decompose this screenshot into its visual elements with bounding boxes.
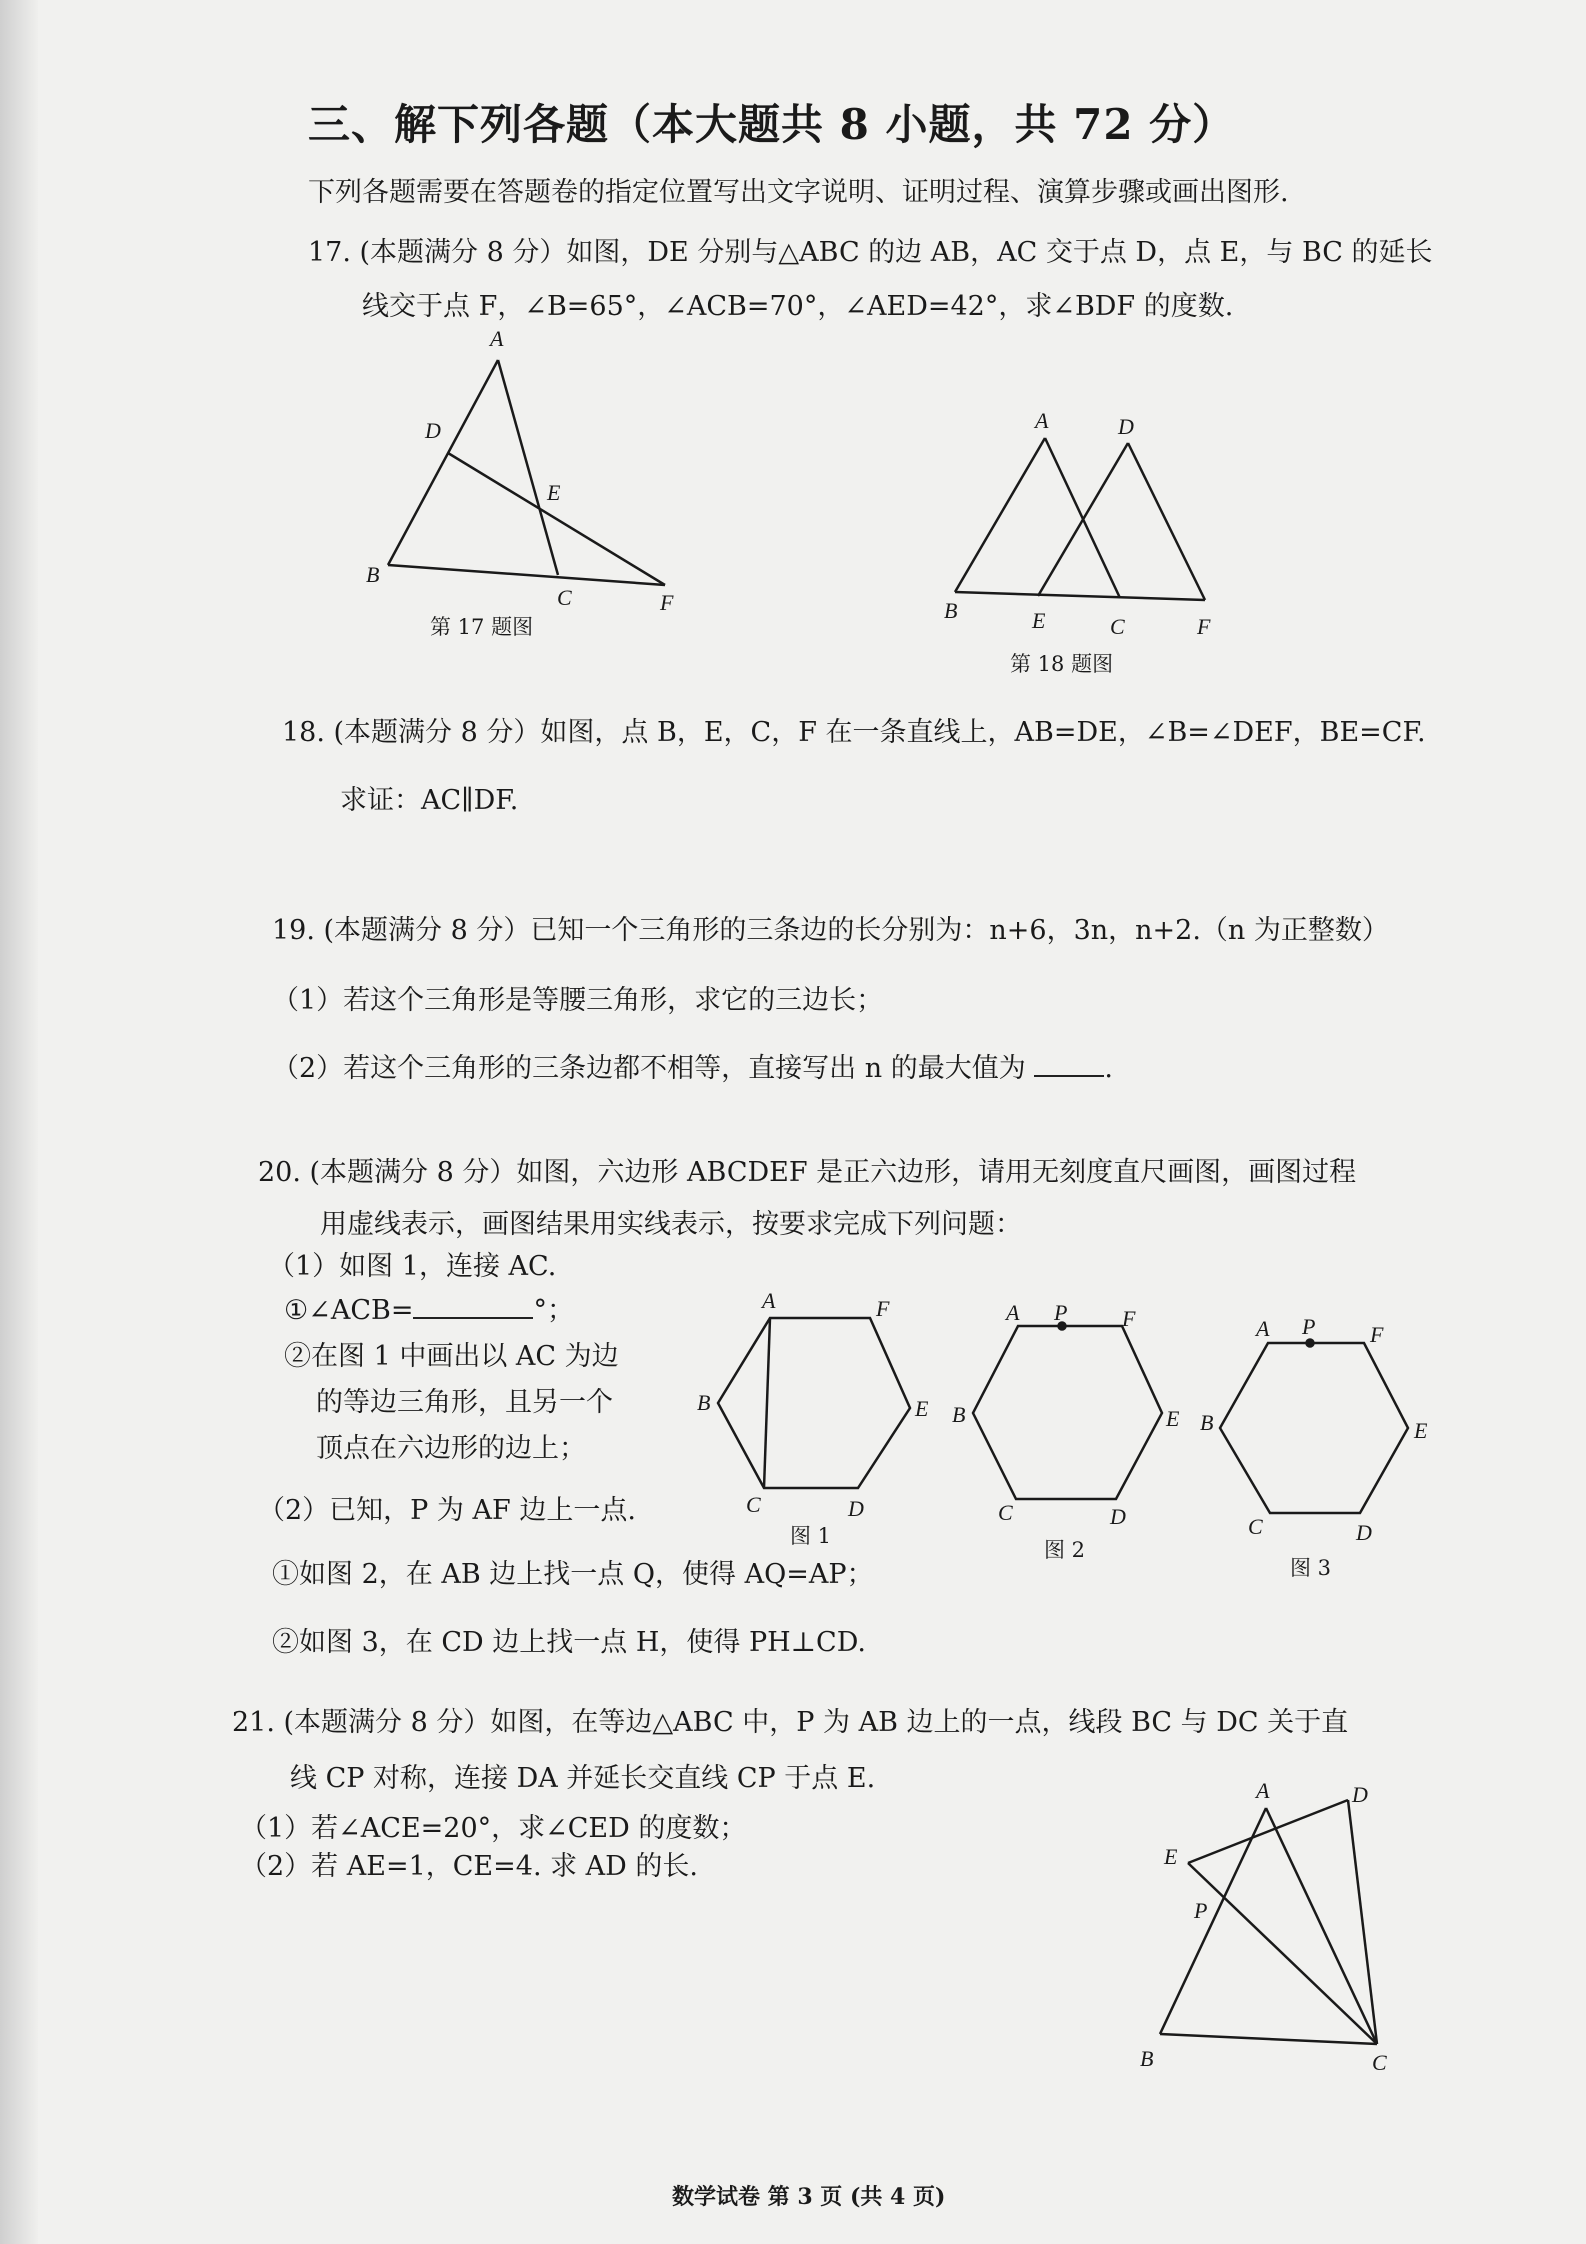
- fig18-side-df: [1128, 443, 1205, 600]
- fig18-caption: 第 18 题图: [1010, 652, 1114, 676]
- fig17-label-d: D: [425, 418, 441, 443]
- q21-text-line1: 21. (本题满分 8 分）如图，在等边△ABC 中，P 为 AB 边上的一点，线段 BC 与 DC 关于直: [232, 1707, 1349, 1738]
- q20-part1a: [284, 1288, 574, 1327]
- hex1-label-e: E: [915, 1396, 929, 1421]
- q18-text-line2: 求证：AC∥DF.: [340, 785, 519, 816]
- hex3-label-a: A: [1256, 1316, 1270, 1341]
- q20-part1a-blank: [413, 1317, 533, 1319]
- q21-part2: （2）若 AE=1，CE=4. 求 AD 的长.: [240, 1851, 698, 1882]
- hex2-label-c: C: [998, 1500, 1013, 1525]
- fig21-label-d: D: [1352, 1782, 1368, 1807]
- q20-part2a: ①如图 2，在 AB 边上找一点 Q，使得 AQ=AP；: [272, 1559, 874, 1590]
- hex1-label-c: C: [746, 1492, 761, 1517]
- q20-part1b-line1: ②在图 1 中画出以 AC 为边: [284, 1341, 619, 1372]
- q19-part2: [272, 1046, 1113, 1085]
- fig18-label-d: D: [1118, 414, 1134, 439]
- hex3-label-e: E: [1414, 1418, 1428, 1443]
- fig17-label-a: A: [490, 326, 504, 351]
- hex3-point-p: [1307, 1340, 1314, 1347]
- figure-18: [955, 438, 1205, 600]
- q20-part1: （1）如图 1，连接 AC.: [268, 1251, 557, 1282]
- hex2-label-b: B: [952, 1402, 966, 1427]
- q19-part1: （1）若这个三角形是等腰三角形，求它的三边长；: [272, 985, 884, 1016]
- hex3-label-d: D: [1356, 1520, 1372, 1545]
- hexagon-1: [718, 1318, 910, 1488]
- q17-text-line1: 17. (本题满分 8 分）如图，DE 分别与△ABC 的边 AB，AC 交于点 D，点 E，与 BC 的延长: [308, 237, 1433, 268]
- q20-part2: （2）已知，P 为 AF 边上一点.: [258, 1495, 636, 1526]
- hex3-label-f: F: [1370, 1322, 1384, 1347]
- hex3-label-b: B: [1200, 1410, 1214, 1435]
- fig21-label-a: A: [1256, 1778, 1270, 1803]
- fig18-label-f: F: [1197, 614, 1211, 639]
- fig17-caption: 第 17 题图: [430, 615, 534, 639]
- hex1-label-d: D: [848, 1496, 864, 1521]
- figure-17: [388, 360, 665, 585]
- fig21-side-bc: [1160, 2034, 1377, 2044]
- hex3-caption: 图 3: [1290, 1556, 1332, 1580]
- fig21-side-dc: [1348, 1800, 1377, 2044]
- hex2-label-f: F: [1122, 1306, 1136, 1331]
- fig21-label-c: C: [1372, 2050, 1387, 2075]
- hexagon-2: [973, 1326, 1162, 1499]
- q20-part1a-pre: ①∠ACB=: [284, 1295, 414, 1326]
- hex1-label-a: A: [762, 1288, 776, 1313]
- fig21-line-ec: [1188, 1863, 1377, 2044]
- fig17-label-e: E: [547, 480, 561, 505]
- fig18-line-bf: [955, 592, 1205, 600]
- fig17-line-bf: [388, 565, 665, 585]
- fig17-label-c: C: [557, 585, 572, 610]
- fig17-side-ac: [498, 360, 561, 575]
- q19-part2-text: （2）若这个三角形的三条边都不相等，直接写出 n 的最大值为: [272, 1053, 1026, 1084]
- hex1-label-f: F: [876, 1296, 890, 1321]
- section-title: 三、解下列各题（本大题共 8 小题，共 72 分）: [308, 100, 1236, 149]
- fig21-label-e: E: [1164, 1844, 1178, 1869]
- fig18-label-b: B: [944, 598, 958, 623]
- q18-text-line1: 18. (本题满分 8 分）如图，点 B，E，C，F 在一条直线上，AB=DE，∠B=∠DEF，BE=CF.: [282, 717, 1426, 748]
- fig17-side-ab: [388, 360, 498, 565]
- fig18-side-ab: [955, 438, 1045, 592]
- q21-part1: （1）若∠ACE=20°，求∠CED 的度数；: [240, 1813, 747, 1844]
- q21-text-line2: 线 CP 对称，连接 DA 并延长交直线 CP 于点 E.: [290, 1763, 876, 1794]
- page-footer: 数学试卷 第 3 页 (共 4 页): [672, 2184, 946, 2210]
- fig18-side-de: [1038, 443, 1128, 596]
- q17-text-line2: 线交于点 F，∠B=65°，∠ACB=70°，∠AED=42°，求∠BDF 的度数.: [362, 291, 1234, 322]
- fig21-side-ac: [1266, 1808, 1377, 2044]
- fig17-label-f: F: [660, 590, 674, 615]
- fig18-label-c: C: [1110, 614, 1125, 639]
- hex2-label-p: P: [1054, 1300, 1068, 1325]
- q20-part2b: ②如图 3，在 CD 边上找一点 H，使得 PH⊥CD.: [272, 1627, 866, 1658]
- hexagon-3: [1220, 1343, 1408, 1513]
- q19-part2-end: .: [1104, 1053, 1113, 1084]
- figure-21: [1160, 1800, 1377, 2044]
- figure-20-2: [973, 1323, 1162, 1500]
- q19-text-line1: 19. (本题满分 8 分）已知一个三角形的三条边的长分别为：n+6，3n，n+2.（n 为正整数）: [272, 915, 1389, 946]
- hex2-label-d: D: [1110, 1504, 1126, 1529]
- hex1-caption: 图 1: [790, 1524, 832, 1548]
- fig21-label-b: B: [1140, 2046, 1154, 2071]
- hex2-caption: 图 2: [1044, 1538, 1086, 1562]
- q19-answer-blank: [1034, 1075, 1104, 1077]
- hex2-label-a: A: [1006, 1300, 1020, 1325]
- hex2-label-e: E: [1166, 1406, 1180, 1431]
- fig21-label-p: P: [1194, 1898, 1208, 1923]
- q20-text-line2: 用虚线表示，画图结果用实线表示，按要求完成下列问题：: [320, 1209, 1022, 1240]
- fig17-label-b: B: [366, 562, 380, 587]
- q20-text-line1: 20. (本题满分 8 分）如图，六边形 ABCDEF 是正六边形，请用无刻度直尺画图，画图过程: [258, 1157, 1357, 1188]
- hex1-segment-ac: [764, 1318, 770, 1488]
- q20-part1a-post: °；: [533, 1295, 574, 1326]
- q20-part1b-line3: 顶点在六边形的边上；: [316, 1433, 586, 1464]
- section-instruction: 下列各题需要在答题卷的指定位置写出文字说明、证明过程、演算步骤或画出图形.: [308, 177, 1289, 208]
- figure-20-3: [1220, 1340, 1408, 1514]
- fig18-label-a: A: [1035, 408, 1049, 433]
- hex3-label-p: P: [1302, 1314, 1316, 1339]
- fig18-label-e: E: [1032, 608, 1046, 633]
- hex1-label-b: B: [697, 1390, 711, 1415]
- figure-20-1: [718, 1318, 910, 1488]
- q20-part1b-line2: 的等边三角形，且另一个: [316, 1387, 613, 1418]
- hex3-label-c: C: [1248, 1514, 1263, 1539]
